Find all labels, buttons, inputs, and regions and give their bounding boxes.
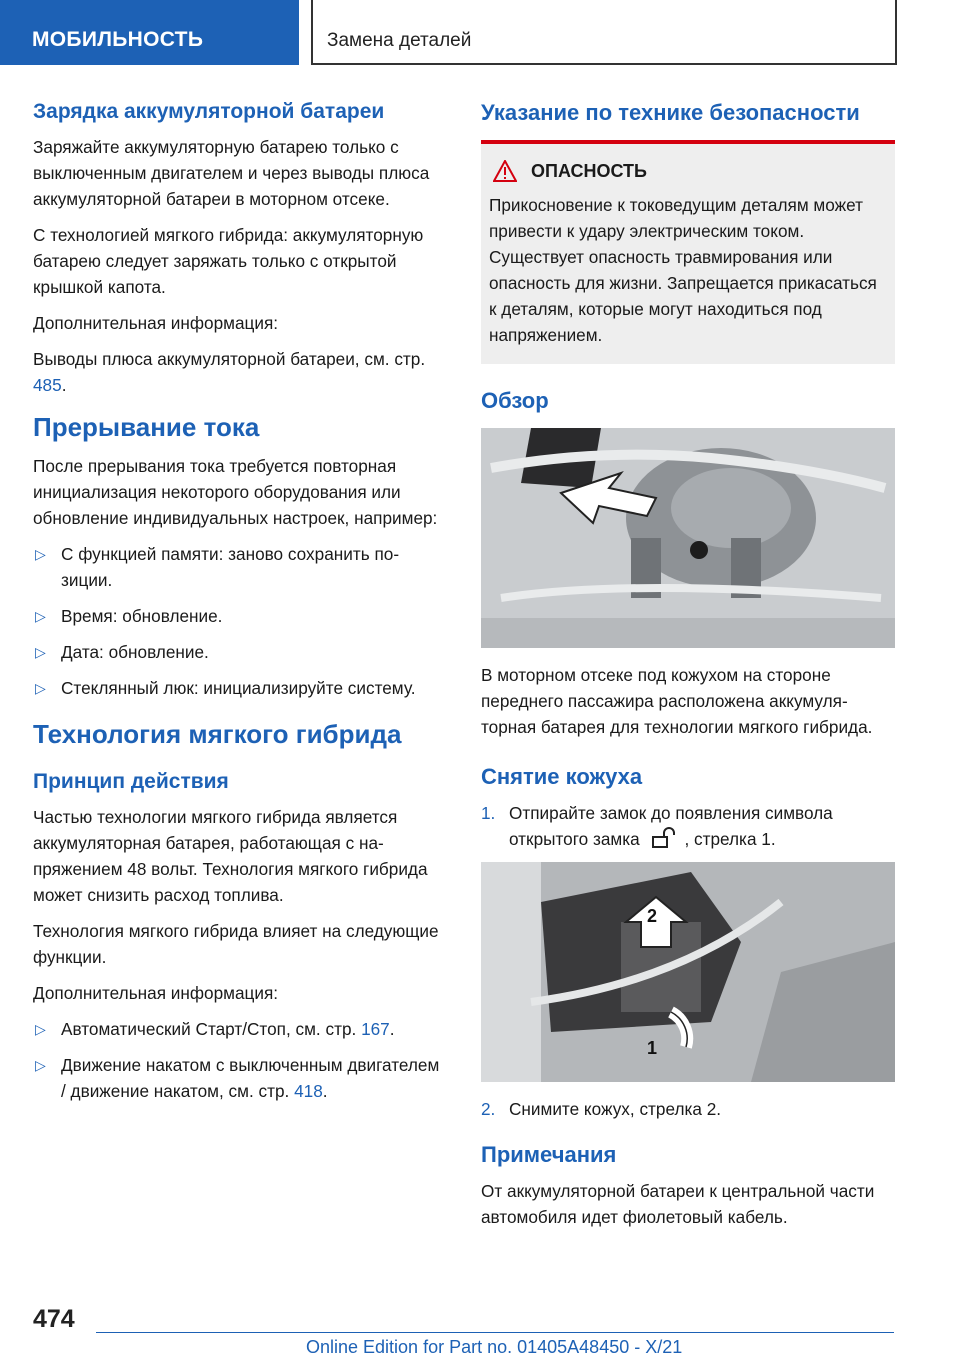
page-link-167[interactable]: 167 (361, 1019, 390, 1039)
left-column (33, 100, 443, 1114)
list-item-text: Движение накатом с выключенным двигателем / движение накатом, см. стр. (61, 1055, 440, 1101)
chapter-tab (311, 0, 897, 65)
heading-cover: Снятие кожуха (481, 764, 643, 789)
list-item (33, 1016, 443, 1042)
interrupt-paragraph: После прерывания тока требуется повторная инициализация некоторого оборудования или обновление индивидуальных настроек, например: (33, 456, 438, 528)
step-text: Снимите кожух, стрелка 2. (509, 1099, 722, 1119)
charging-paragraph-2: С технологией мягкого гибрида: аккумуляторную батарею следует заряжать только с открытой крышкой капота. (33, 225, 424, 297)
arrow-label-1: 1 (647, 1038, 658, 1058)
hybrid-paragraph-3: Дополнительная информация: (33, 983, 279, 1003)
charging-paragraph-3: Дополнительная информация: (33, 313, 279, 333)
footer-divider (96, 1332, 894, 1333)
list-item-text: Стеклянный люк: инициализируйте систему. (61, 678, 416, 698)
section-title: МОБИЛЬНОСТЬ (32, 28, 204, 51)
overview-caption: В моторном отсеке под кожухом на стороне переднего пассажира расположена аккумуляторная батарея для технологии мягкого гибрида. (481, 665, 873, 737)
cover-removal-image (481, 862, 895, 1082)
danger-box (481, 144, 895, 364)
list-item-end: . (322, 1081, 328, 1101)
heading-principle: Принцип действия (33, 770, 229, 793)
list-item-text: Автоматический Старт/Стоп, см. стр. (61, 1019, 362, 1039)
list-item-end: . (389, 1019, 395, 1039)
heading-hybrid: Технология мягкого гибрида (33, 719, 402, 749)
bullet-triangle-icon: ▷ (35, 680, 46, 696)
page-link-418[interactable]: 418 (294, 1081, 323, 1101)
list-item-text: Дата: обновление. (61, 642, 209, 662)
heading-overview: Обзор (481, 388, 549, 413)
list-item-text: С функцией памяти: заново сохранить позиции. (61, 544, 400, 590)
list-item (33, 1052, 443, 1104)
heading-safety: Указание по технике безопасности (481, 100, 860, 125)
danger-label: ОПАСНОСТЬ (531, 160, 647, 181)
step-text: Отпирайте замок до появления символа открытого замка (509, 803, 833, 849)
edition-text: Online Edition for Part no. 01405A48450 - X/21 (306, 1337, 683, 1357)
bullet-triangle-icon: ▷ (35, 1057, 46, 1073)
page-link-485[interactable]: 485 (33, 375, 62, 395)
notes-paragraph: От аккумуляторной батареи к центральной части автомобиля идет фиолетовый кабель. (481, 1181, 875, 1227)
charging-ref-text: Выводы плюса аккумуляторной батареи, см. стр. (33, 349, 426, 369)
bullet-triangle-icon: ▷ (35, 1021, 46, 1037)
bullet-triangle-icon: ▷ (35, 644, 46, 660)
step-item (481, 1096, 895, 1122)
list-item (33, 541, 443, 593)
step-number: 1. (481, 803, 496, 823)
step-text-end: , стрелка 1. (684, 829, 776, 849)
section-tab (0, 0, 299, 65)
cover-steps-1 (481, 800, 895, 852)
warning-triangle-icon (493, 160, 517, 182)
page-number: 474 (33, 1305, 75, 1333)
list-item (33, 639, 443, 665)
hybrid-paragraph-2: Технология мягкого гибрида влияет на следующие функции. (33, 921, 439, 967)
heading-charging: Зарядка аккумуляторной батареи (33, 100, 385, 123)
right-column (481, 100, 895, 1240)
arrow-label-2: 2 (647, 906, 658, 926)
charging-ref-end: . (61, 375, 67, 395)
engine-bay-image (481, 428, 895, 648)
list-item (33, 675, 443, 701)
cover-steps-2 (481, 1096, 895, 1122)
charging-paragraph-1: Заряжайте аккумуляторную батарею только с выключенным двигателем и через выводы плюса аккумуляторной батареи в моторном отсеке. (33, 137, 430, 209)
hybrid-list (33, 1016, 443, 1104)
chapter-title: Замена деталей (327, 30, 472, 51)
interrupt-list (33, 541, 443, 701)
list-item (33, 603, 443, 629)
step-item (481, 800, 895, 852)
heading-interrupt: Прерывание тока (33, 412, 260, 442)
bullet-triangle-icon: ▷ (35, 546, 46, 562)
step-number: 2. (481, 1099, 496, 1119)
heading-notes: Примечания (481, 1142, 617, 1167)
danger-text: Прикосновение к токоведущим деталям может привести к удару электрическим током. Существует опасность травмирования или опасность для жизни. Запрещается прикасаться к деталям, которые могут находиться под напряжением. (489, 195, 877, 345)
list-item-text: Время: обновление. (61, 606, 223, 626)
charging-paragraph-4 (33, 346, 443, 398)
open-lock-icon (650, 827, 678, 849)
hybrid-paragraph-1: Частью технологии мягкого гибрида является аккумуляторная батарея, работающая с напряжением 48 вольт. Технология мягкого гибрида может снизить расход топлива. (33, 807, 428, 905)
danger-header (489, 160, 885, 182)
bullet-triangle-icon: ▷ (35, 608, 46, 624)
